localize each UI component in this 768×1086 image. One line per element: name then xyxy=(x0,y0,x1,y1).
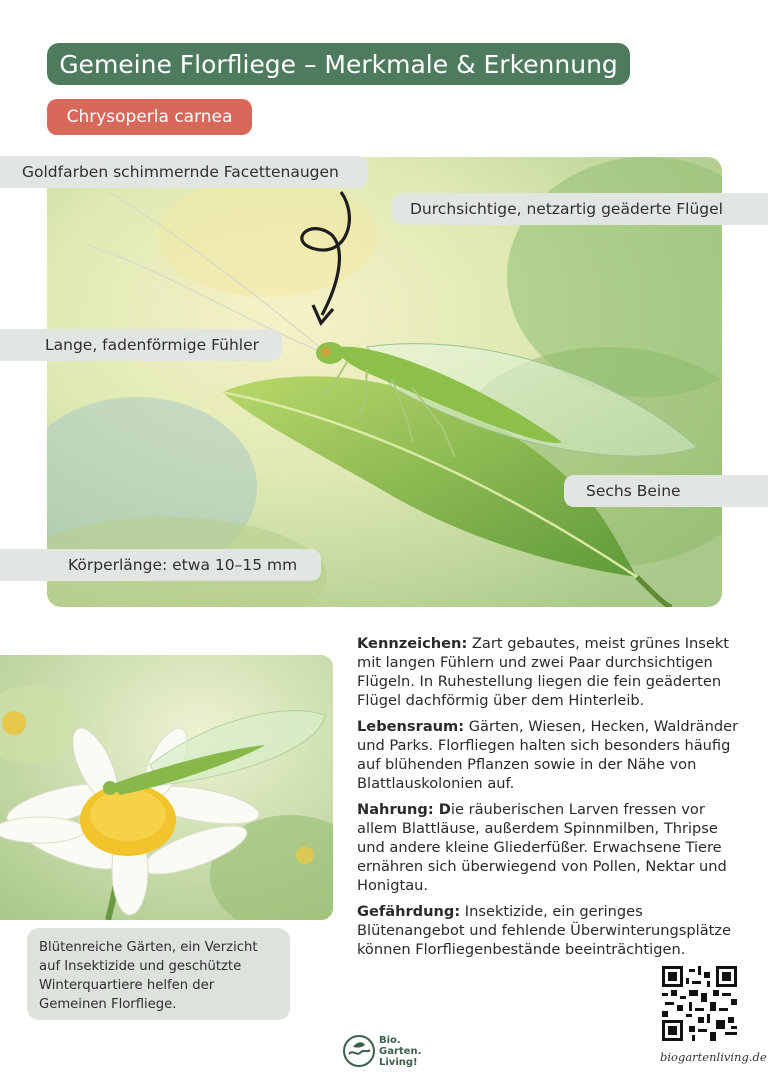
leaf-wave-icon xyxy=(343,1035,375,1067)
lacewing-on-daisy-illustration xyxy=(0,655,333,920)
section-nahrung: Nahrung: Die räuberischen Larven fressen vor allem Blattläuse, außerdem Spinnmilben, Thripse und andere kleine Gliederfüßer. Erwachsene Tiere ernähren sich überwiegend von Pollen, Nektar und Honigtau. xyxy=(357,801,727,894)
section-kennzeichen: Kennzeichen: Zart gebautes, meist grünes Insekt mit langen Fühlern und zwei Paar durchsichtigen Flügeln. In Ruhestellung liegen die fein geäderten Flügel dachförmig über dem Hinterleib. xyxy=(357,635,730,709)
brand-logo xyxy=(343,1030,425,1072)
info-text xyxy=(357,634,742,966)
tip-box: Blütenreiche Gärten, ein Verzicht auf Insektizide und geschützte Winterquartiere helfen der Gemeinen Florfliege. xyxy=(27,928,290,1020)
page-title: Gemeine Florfliege – Merkmale & Erkennung xyxy=(47,43,630,85)
website-link[interactable]: biogartenliving.de xyxy=(660,1050,767,1064)
logo-text: Bio. Garten. Living! xyxy=(379,1034,422,1068)
section-gefaehrdung: Gefährdung: Insektizide, ein geringes Blütenangebot und fehlende Überwinterungsplätze können Florfliegenbestände beeinträchtigen. xyxy=(357,903,732,958)
label-wings: Durchsichtige, netzartig geäderte Flügel xyxy=(392,193,768,225)
label-legs: Sechs Beine xyxy=(564,475,768,507)
species-badge: Chrysoperla carnea xyxy=(47,99,252,135)
section-lebensraum: Lebensraum: Gärten, Wiesen, Hecken, Waldränder und Parks. Florfliegen halten sich besonders häufig auf blühenden Pflanzen sowie in der Nähe von Blattlauskolonien auf. xyxy=(357,718,739,792)
qr-code-icon[interactable] xyxy=(662,966,737,1041)
label-eyes: Goldfarben schimmernde Facettenaugen xyxy=(0,156,368,188)
daisy-illustration xyxy=(0,655,333,920)
label-antennae: Lange, fadenförmige Fühler xyxy=(0,329,282,361)
label-body-length: Körperlänge: etwa 10–15 mm xyxy=(0,549,321,581)
